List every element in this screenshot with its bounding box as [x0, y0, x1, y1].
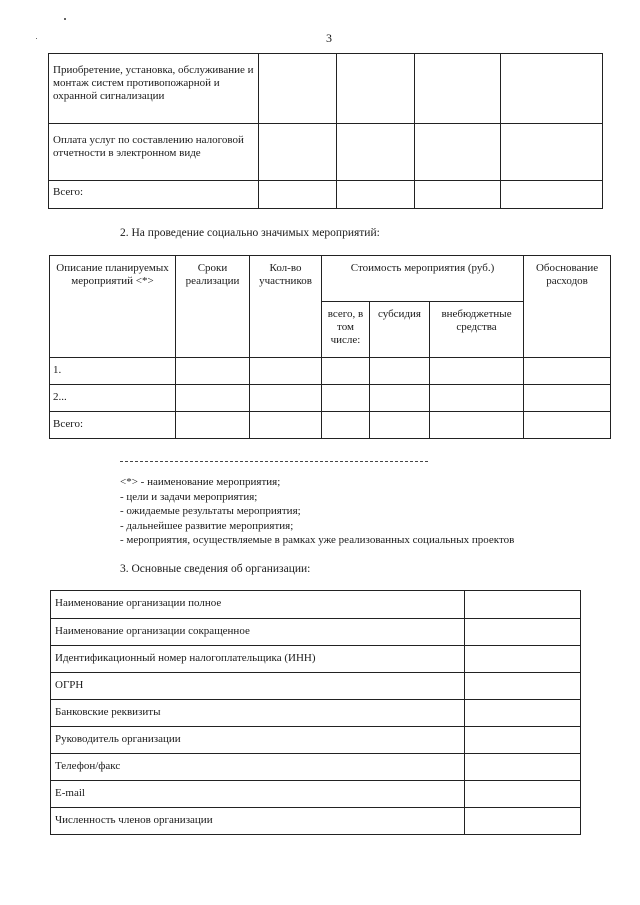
header-participants: Кол-во участников — [250, 256, 322, 358]
row-label: Оплата услуг по составлению налоговой отчетности в электронном виде — [49, 124, 259, 181]
header-cost-offbudget: внебюджетные средства — [430, 302, 524, 358]
table-row — [51, 727, 581, 754]
table-row — [51, 646, 581, 673]
table-cell — [176, 385, 250, 412]
table-row — [51, 781, 581, 808]
row-label: 1. — [50, 358, 176, 385]
table-row — [51, 673, 581, 700]
row-label: Руководитель организации — [51, 727, 465, 754]
row-label: Всего: — [50, 412, 176, 439]
table-cell — [337, 181, 415, 209]
table-cell — [322, 385, 370, 412]
header-justification: Обоснование расходов — [524, 256, 611, 358]
table-row — [51, 619, 581, 646]
table-row — [51, 591, 581, 619]
table-cell — [465, 619, 581, 646]
organization-info-table — [50, 590, 581, 835]
row-label: Телефон/факс — [51, 754, 465, 781]
table-cell — [465, 781, 581, 808]
footnote — [120, 475, 514, 548]
section-3-title: 3. Основные сведения об организации: — [120, 563, 311, 575]
scan-speck — [36, 38, 37, 39]
row-label: E-mail — [51, 781, 465, 808]
row-label: Приобретение, установка, обслуживание и монтаж систем противопожарной и охранной сигнализации — [49, 54, 259, 124]
expenses-table — [48, 53, 603, 209]
footnote-line: - дальнейшее развитие мероприятия; — [120, 519, 294, 532]
row-label: Идентификационный номер налогоплательщика (ИНН) — [51, 646, 465, 673]
table-cell — [415, 181, 501, 209]
table-cell — [176, 358, 250, 385]
table-cell — [322, 412, 370, 439]
row-label: Банковские реквизиты — [51, 700, 465, 727]
table-cell — [524, 412, 611, 439]
table-cell — [337, 124, 415, 181]
header-cost-total: всего, в том числе: — [322, 302, 370, 358]
table-cell — [370, 358, 430, 385]
header-description: Описание планируемых мероприятий <*> — [50, 256, 176, 358]
table-cell — [501, 124, 603, 181]
table-cell — [250, 412, 322, 439]
footnote-separator — [120, 461, 428, 462]
table-cell — [465, 754, 581, 781]
table-cell — [259, 54, 337, 124]
table-cell — [465, 646, 581, 673]
table-row — [51, 700, 581, 727]
table-row — [50, 412, 611, 439]
footnote-line: - мероприятия, осуществляемые в рамках уже реализованных социальных проектов — [120, 534, 515, 546]
table-row — [49, 181, 603, 209]
table-cell — [322, 358, 370, 385]
table-cell — [337, 54, 415, 124]
table-cell — [465, 700, 581, 727]
table-cell — [430, 412, 524, 439]
table-cell — [465, 808, 581, 835]
table-row — [50, 358, 611, 385]
table-cell — [259, 181, 337, 209]
table-cell — [415, 54, 501, 124]
table-cell — [430, 385, 524, 412]
table-cell — [370, 385, 430, 412]
scan-speck — [64, 18, 66, 20]
table-header-row — [50, 256, 611, 302]
table-cell — [524, 385, 611, 412]
table-row — [50, 385, 611, 412]
table-row — [51, 754, 581, 781]
table-cell — [501, 181, 603, 209]
row-label: Численность членов организации — [51, 808, 465, 835]
row-label: 2... — [50, 385, 176, 412]
row-label: Наименование организации сокращенное — [51, 619, 465, 646]
section-2-title: 2. На проведение социально значимых мероприятий: — [120, 227, 380, 239]
table-cell — [430, 358, 524, 385]
table-cell — [370, 412, 430, 439]
footnote-line: <*> - наименование мероприятия; — [120, 476, 281, 488]
table-cell — [415, 124, 501, 181]
table-cell — [501, 54, 603, 124]
row-label: ОГРН — [51, 673, 465, 700]
table-cell — [465, 591, 581, 619]
table-cell — [465, 673, 581, 700]
table-cell — [250, 385, 322, 412]
table-cell — [259, 124, 337, 181]
row-label: Наименование организации полное — [51, 591, 465, 619]
events-table — [49, 255, 611, 439]
table-row — [49, 124, 603, 181]
header-terms: Сроки реализации — [176, 256, 250, 358]
table-row — [51, 808, 581, 835]
table-cell — [465, 727, 581, 754]
header-cost: Стоимость мероприятия (руб.) — [322, 256, 524, 302]
footnote-line: - цели и задачи мероприятия; — [120, 490, 258, 503]
header-cost-subsidy: субсидия — [370, 302, 430, 358]
table-cell — [176, 412, 250, 439]
row-label: Всего: — [49, 181, 259, 209]
footnote-line: - ожидаемые результаты мероприятия; — [120, 505, 301, 517]
table-row — [49, 54, 603, 124]
table-cell — [524, 358, 611, 385]
table-cell — [250, 358, 322, 385]
page-number: 3 — [326, 31, 332, 45]
